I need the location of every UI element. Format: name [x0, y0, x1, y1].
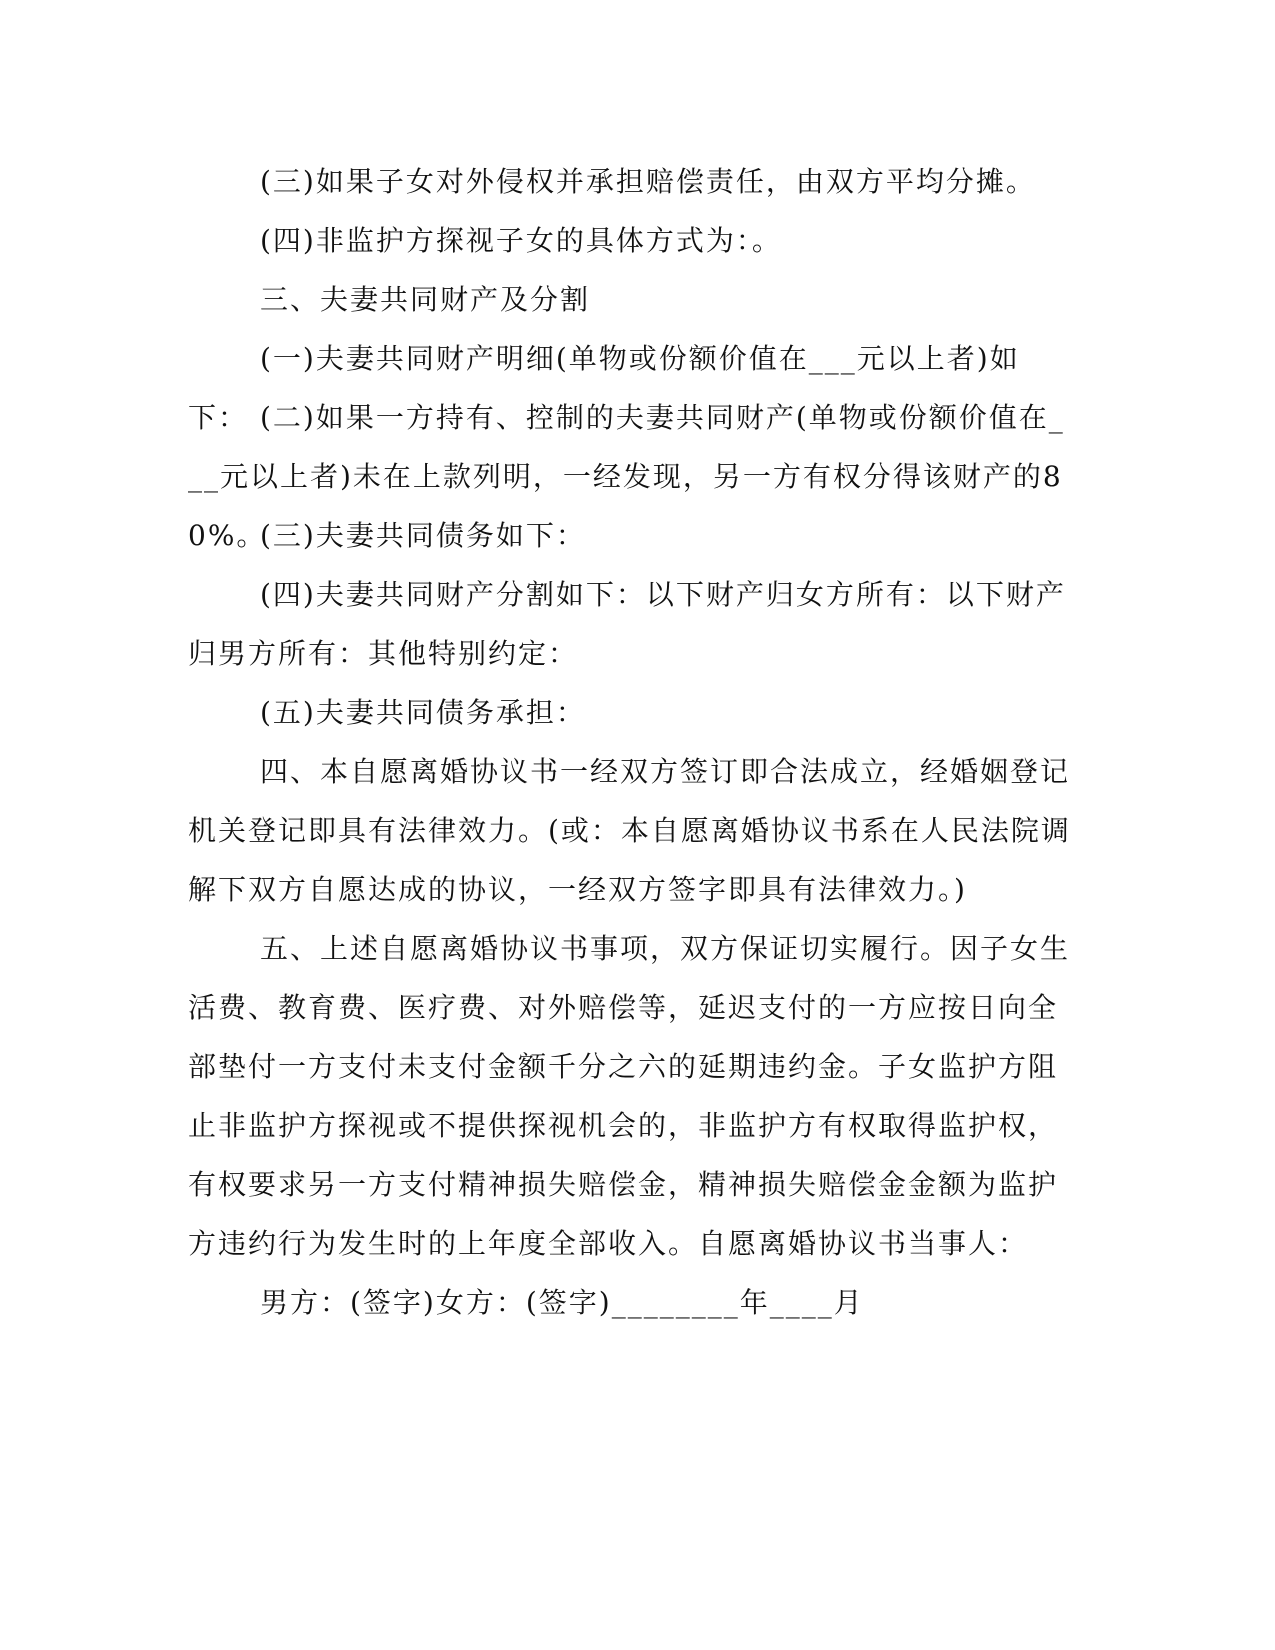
- property-clause-5: (五)夫妻共同债务承担：: [260, 696, 586, 729]
- clause-3-4-visitation: (四)非监护方探视子女的具体方式为：。: [260, 224, 782, 257]
- property-clause-1: (一)夫妻共同财产明细(单物或份额价值在___元以上者)如下：: [188, 342, 1020, 434]
- signature-line: 男方：(签字)女方：(签字)________年____月: [260, 1286, 864, 1319]
- property-clause-3: (三)夫妻共同债务如下：: [260, 519, 586, 552]
- section-5-performance: 五、上述自愿离婚协议书事项，双方保证切实履行。因子女生活费、教育费、医疗费、对外赔偿等，延迟支付的一方应按日向全部垫付一方支付未支付金额千分之六的延期违约金。子女监护方阻止非监护方探视或不提供探视机会的，非监护方有权取得监护权，有权要求另一方支付精神损失赔偿金，精神损失赔偿金金额为监护方违约行为发生时的上年度全部收入。自愿离婚协议书当事人：: [188, 932, 1071, 1260]
- section-3-heading: 三、夫妻共同财产及分割: [260, 283, 591, 316]
- section-4-effect: 四、本自愿离婚协议书一经双方签订即合法成立，经婚姻登记机关登记即具有法律效力。(或：本自愿离婚协议书系在人民法院调解下双方自愿达成的协议，一经双方签字即具有法律效力。): [188, 755, 1071, 906]
- property-clause-2: (二)如果一方持有、控制的夫妻共同财产(单物或份额价值在___元以上者)未在上款列明，一经发现，另一方有权分得该财产的80%。: [188, 401, 1065, 552]
- property-clause-4: (四)夫妻共同财产分割如下：以下财产归女方所有：以下财产归男方所有：其他特别约定：: [188, 578, 1066, 670]
- clause-3-3-liability: (三)如果子女对外侵权并承担赔偿责任，由双方平均分摊。: [260, 165, 1036, 198]
